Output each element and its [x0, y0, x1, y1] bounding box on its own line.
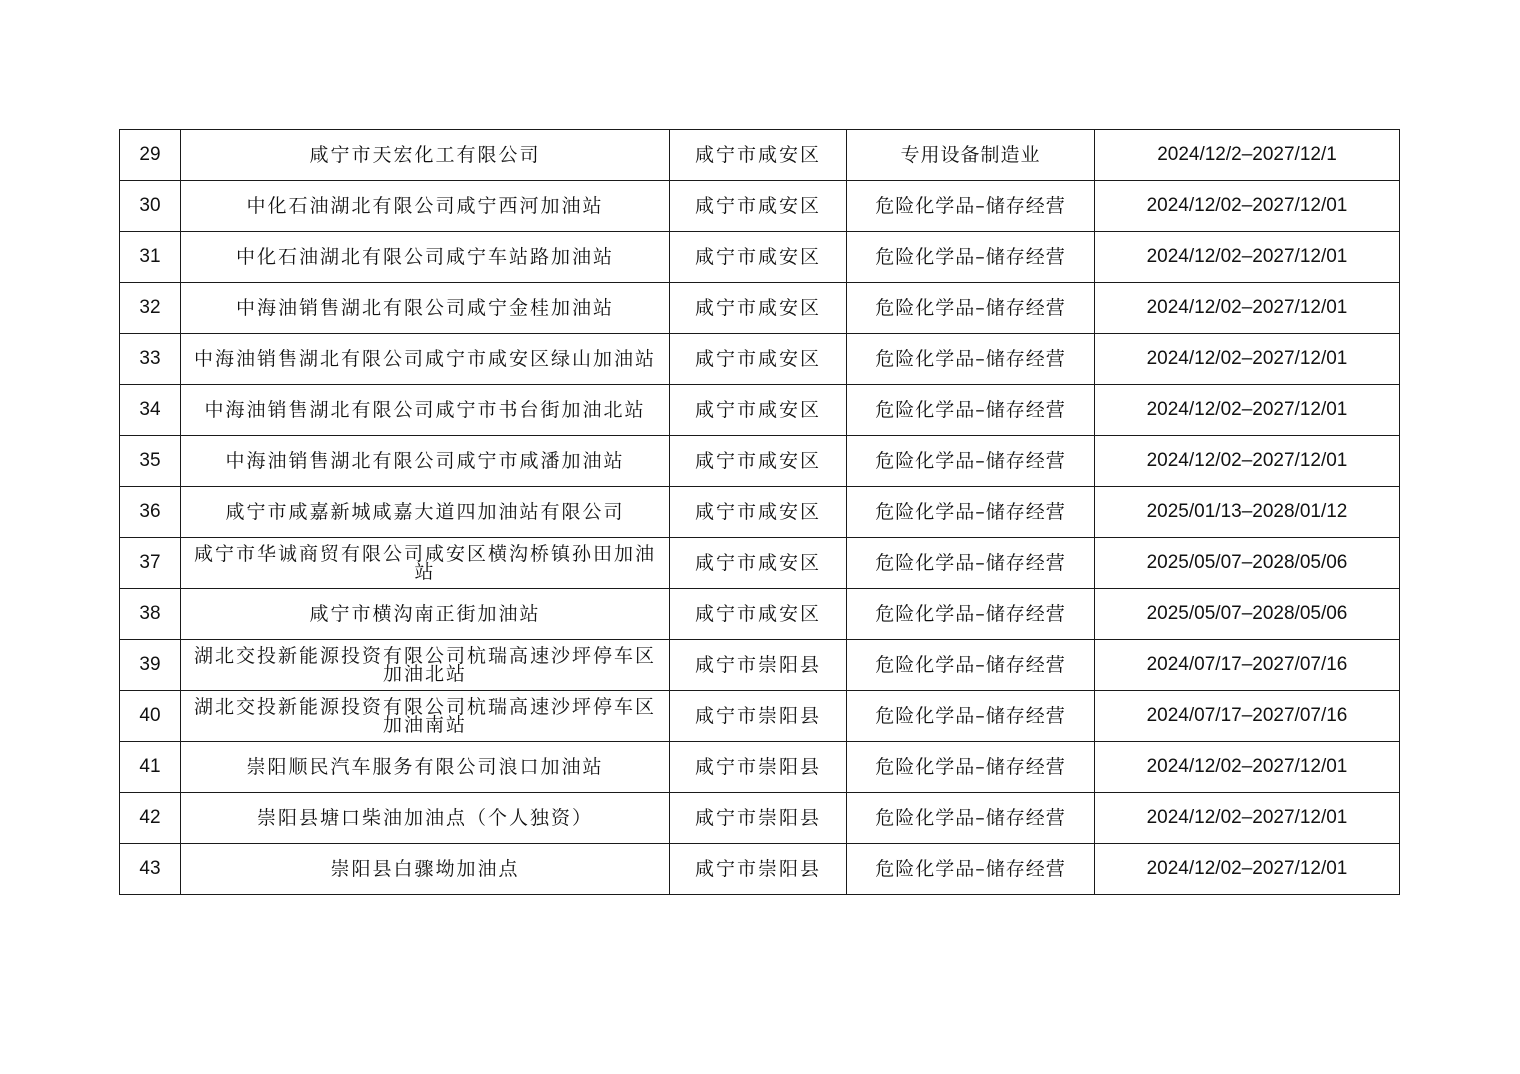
- validity-period: 2024/12/02–2027/12/01: [1095, 232, 1400, 283]
- district: 咸宁市崇阳县: [670, 793, 847, 844]
- industry: 危险化学品–储存经营: [847, 589, 1095, 640]
- row-number: 31: [120, 232, 181, 283]
- industry: 危险化学品–储存经营: [847, 334, 1095, 385]
- industry: 危险化学品–储存经营: [847, 232, 1095, 283]
- table-row: [120, 283, 1400, 334]
- industry: 专用设备制造业: [847, 130, 1095, 181]
- district: 咸宁市咸安区: [670, 538, 847, 589]
- validity-period: 2024/12/02–2027/12/01: [1095, 283, 1400, 334]
- row-number: 40: [120, 691, 181, 742]
- row-number: 33: [120, 334, 181, 385]
- company-name: 中海油销售湖北有限公司咸宁市书台街加油北站: [181, 385, 670, 436]
- validity-period: 2024/12/02–2027/12/01: [1095, 334, 1400, 385]
- table-row: [120, 640, 1400, 691]
- company-name: 湖北交投新能源投资有限公司杭瑞高速沙坪停车区加油北站: [181, 640, 670, 691]
- industry: 危险化学品–储存经营: [847, 742, 1095, 793]
- row-number: 37: [120, 538, 181, 589]
- industry: 危险化学品–储存经营: [847, 385, 1095, 436]
- company-name: 中海油销售湖北有限公司咸宁市咸安区绿山加油站: [181, 334, 670, 385]
- company-name: 中化石油湖北有限公司咸宁车站路加油站: [181, 232, 670, 283]
- row-number: 34: [120, 385, 181, 436]
- validity-period: 2024/12/02–2027/12/01: [1095, 844, 1400, 895]
- row-number: 39: [120, 640, 181, 691]
- validity-period: 2025/05/07–2028/05/06: [1095, 589, 1400, 640]
- table-row: [120, 691, 1400, 742]
- validity-period: 2025/05/07–2028/05/06: [1095, 538, 1400, 589]
- row-number: 30: [120, 181, 181, 232]
- row-number: 38: [120, 589, 181, 640]
- company-name: 中海油销售湖北有限公司咸宁市咸潘加油站: [181, 436, 670, 487]
- district: 咸宁市咸安区: [670, 487, 847, 538]
- validity-period: 2024/12/02–2027/12/01: [1095, 742, 1400, 793]
- industry: 危险化学品–储存经营: [847, 793, 1095, 844]
- company-name: 崇阳县塘口柴油加油点（个人独资）: [181, 793, 670, 844]
- industry: 危险化学品–储存经营: [847, 538, 1095, 589]
- validity-period: 2024/12/02–2027/12/01: [1095, 181, 1400, 232]
- district: 咸宁市咸安区: [670, 334, 847, 385]
- industry: 危险化学品–储存经营: [847, 436, 1095, 487]
- company-name: 崇阳顺民汽车服务有限公司浪口加油站: [181, 742, 670, 793]
- table-row: [120, 589, 1400, 640]
- district: 咸宁市咸安区: [670, 232, 847, 283]
- table-row: [120, 334, 1400, 385]
- company-name: 咸宁市天宏化工有限公司: [181, 130, 670, 181]
- industry: 危险化学品–储存经营: [847, 283, 1095, 334]
- table-row: [120, 385, 1400, 436]
- table-row: [120, 436, 1400, 487]
- industry: 危险化学品–储存经营: [847, 640, 1095, 691]
- validity-period: 2024/12/02–2027/12/01: [1095, 385, 1400, 436]
- row-number: 29: [120, 130, 181, 181]
- validity-period: 2024/12/02–2027/12/01: [1095, 436, 1400, 487]
- company-name: 咸宁市华诚商贸有限公司咸安区横沟桥镇孙田加油站: [181, 538, 670, 589]
- table-row: [120, 487, 1400, 538]
- table-row: [120, 181, 1400, 232]
- row-number: 41: [120, 742, 181, 793]
- district: 咸宁市崇阳县: [670, 691, 847, 742]
- district: 咸宁市崇阳县: [670, 640, 847, 691]
- row-number: 35: [120, 436, 181, 487]
- company-name: 中化石油湖北有限公司咸宁西河加油站: [181, 181, 670, 232]
- industry: 危险化学品–储存经营: [847, 844, 1095, 895]
- district: 咸宁市咸安区: [670, 181, 847, 232]
- company-name: 咸宁市咸嘉新城咸嘉大道四加油站有限公司: [181, 487, 670, 538]
- table-row: [120, 793, 1400, 844]
- table-row: [120, 130, 1400, 181]
- district: 咸宁市咸安区: [670, 130, 847, 181]
- enterprise-table-body: [120, 130, 1400, 895]
- validity-period: 2024/12/2–2027/12/1: [1095, 130, 1400, 181]
- table-row: [120, 742, 1400, 793]
- company-name: 咸宁市横沟南正街加油站: [181, 589, 670, 640]
- company-name: 崇阳县白骤坳加油点: [181, 844, 670, 895]
- row-number: 42: [120, 793, 181, 844]
- district: 咸宁市咸安区: [670, 589, 847, 640]
- district: 咸宁市咸安区: [670, 385, 847, 436]
- validity-period: 2024/07/17–2027/07/16: [1095, 640, 1400, 691]
- row-number: 36: [120, 487, 181, 538]
- district: 咸宁市崇阳县: [670, 742, 847, 793]
- company-name: 中海油销售湖北有限公司咸宁金桂加油站: [181, 283, 670, 334]
- industry: 危险化学品–储存经营: [847, 691, 1095, 742]
- table-row: [120, 232, 1400, 283]
- company-name: 湖北交投新能源投资有限公司杭瑞高速沙坪停车区加油南站: [181, 691, 670, 742]
- district: 咸宁市咸安区: [670, 436, 847, 487]
- table-row: [120, 844, 1400, 895]
- industry: 危险化学品–储存经营: [847, 487, 1095, 538]
- validity-period: 2024/07/17–2027/07/16: [1095, 691, 1400, 742]
- district: 咸宁市咸安区: [670, 283, 847, 334]
- validity-period: 2025/01/13–2028/01/12: [1095, 487, 1400, 538]
- enterprise-table: [119, 129, 1400, 895]
- validity-period: 2024/12/02–2027/12/01: [1095, 793, 1400, 844]
- industry: 危险化学品–储存经营: [847, 181, 1095, 232]
- row-number: 32: [120, 283, 181, 334]
- district: 咸宁市崇阳县: [670, 844, 847, 895]
- table-row: [120, 538, 1400, 589]
- row-number: 43: [120, 844, 181, 895]
